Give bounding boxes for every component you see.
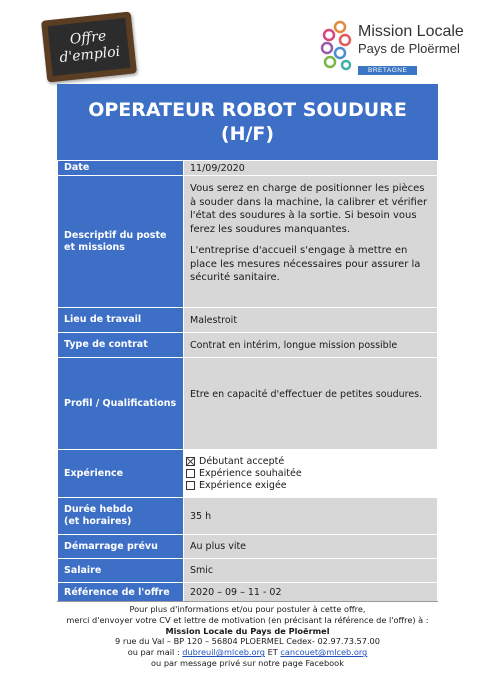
row-lieu [58,308,438,333]
row-salaire [58,559,438,583]
divider-line [57,601,438,602]
footer-email-line [20,647,475,658]
row-contrat [58,333,438,358]
page-header [0,0,495,82]
row-reference [58,583,438,603]
value-date: 11/09/2020 [184,161,438,176]
value-reference: 2020 – 09 – 11 - 02 [184,583,438,603]
label-profil: Profil / Qualifications [58,358,184,450]
label-descriptif: Descriptif du poste et missions [58,176,184,308]
row-date [58,161,438,176]
circles-logo-icon [318,20,358,80]
footer-line-1: Pour plus d'informations et/ou pour postuler à cette offre, [129,604,366,614]
label-lieu: Lieu de travail [58,308,184,333]
logo-subtitle: Pays de Ploërmel [358,41,460,56]
label-date: Date [58,161,184,176]
value-duree: 35 h [184,498,438,535]
label-experience: Expérience [58,450,184,498]
job-title: OPERATEUR ROBOT SOUDURE [88,99,407,121]
experience-option-label: Débutant accepté [199,456,285,467]
label-salaire: Salaire [58,559,184,583]
mission-locale-logo [318,20,468,80]
footer-line-2: merci d'envoyer votre CV et lettre de motivation (en précisant la référence de l'offre) à : [66,614,429,625]
row-duree [58,498,438,535]
label-demarrage: Démarrage prévu [58,535,184,559]
row-profil [58,358,438,450]
value-profil: Etre en capacité d'effectuer de petites soudures. [184,358,438,450]
row-descriptif [58,176,438,308]
label-contrat: Type de contrat [58,333,184,358]
experience-option-label: Expérience exigée [199,480,287,491]
experience-option-debutant[interactable] [186,456,431,468]
experience-option-exigee[interactable] [186,480,431,492]
email-link-dubreuil[interactable]: dubreuil@mlceb.org [182,647,265,658]
footer-address: 9 rue du Val – BP 120 – 56804 PLOERMEL Cedex- 02.97.73.57.00 [115,636,380,647]
badge-line-2: d'emploi [58,43,121,67]
footer-email-mid: ET [265,647,281,658]
job-title-banner [57,84,438,160]
offer-details-table [57,160,438,603]
value-descriptif [184,176,438,308]
checkbox-debutant[interactable] [186,457,195,466]
footer-organization: Mission Locale du Pays de Ploërmel [165,625,330,636]
label-reference: Référence de l'offre [58,583,184,603]
footer-email-prefix: ou par mail : [127,647,183,658]
offre-emploi-badge [41,11,137,82]
label-duree [58,498,184,535]
label-duree-line-2: (et horaires) [64,516,132,527]
value-experience [184,450,438,498]
email-link-cancouet[interactable]: cancouet@mlceb.org [280,647,368,658]
logo-region: BRETAGNE [358,66,417,75]
badge-line-1: Offre [69,28,107,48]
experience-option-label: Expérience souhaitée [199,468,302,479]
value-lieu: Malestroit [184,308,438,333]
row-demarrage [58,535,438,559]
label-duree-line-1: Durée hebdo [64,504,133,515]
descriptif-paragraph-1: Vous serez en charge de positionner les pièces à souder dans la machine, la calibrer et vérifier l'état des soudures à la sortie. Si besoin vous ferez les soudures manquantes. [190,183,428,235]
value-demarrage: Au plus vite [184,535,438,559]
footer-facebook-line: ou par message privé sur notre page Facebook [151,657,344,668]
checkbox-souhaitee[interactable] [186,469,195,478]
experience-option-souhaitee[interactable] [186,468,431,480]
value-contrat: Contrat en intérim, longue mission possible [184,333,438,358]
contact-footer [20,604,475,669]
logo-title: Mission Locale [358,23,464,40]
value-salaire: Smic [184,559,438,583]
row-experience [58,450,438,498]
checkbox-exigee[interactable] [186,481,195,490]
descriptif-paragraph-2: L'entreprise d'accueil s'engage à mettre en place les mesures nécessaires pour assurer la sécurité sanitaire. [190,245,421,283]
job-title-gender: (H/F) [220,123,275,145]
